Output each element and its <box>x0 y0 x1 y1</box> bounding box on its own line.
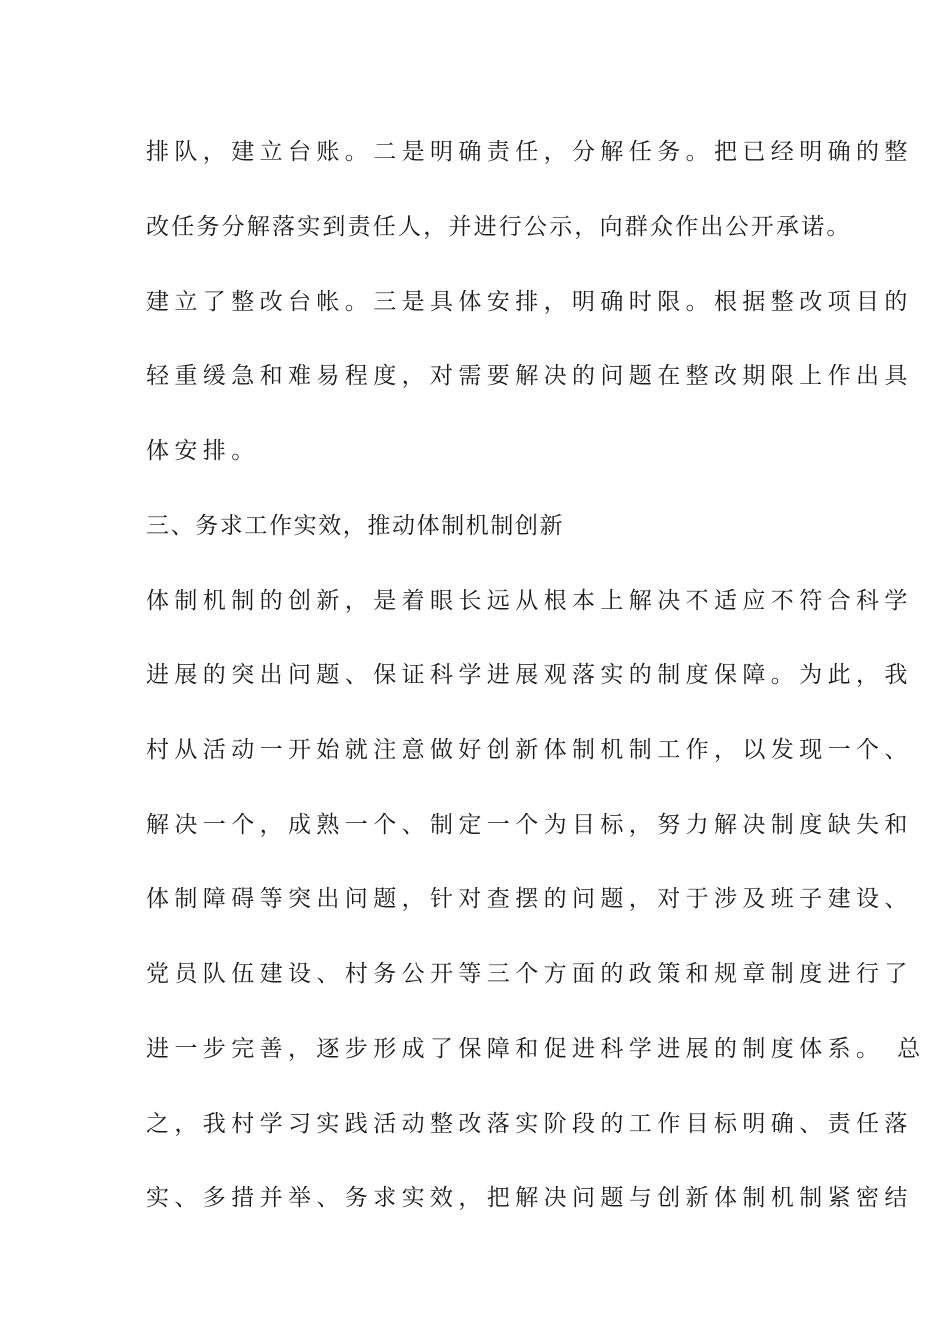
paragraph-line-5: 体安排。 <box>146 438 260 464</box>
paragraph-line-3: 建立了整改台帐。三是具体安排，明确时限。根据整改项目的 <box>146 289 913 315</box>
paragraph-line-7: 进展的突出问题、保证科学进展观落实的制度保障。为此，我 <box>146 662 913 688</box>
paragraph-line-9: 解决一个，成熟一个、制定一个为目标，努力解决制度缺失和 <box>146 812 913 838</box>
paragraph-line-4: 轻重缓急和难易程度，对需要解决的问题在整改期限上作出具 <box>146 363 913 389</box>
paragraph-line-12: 进一步完善，逐步形成了保障和促进科学进展的制度体系。 总 <box>146 1036 926 1062</box>
section-heading: 三、务求工作实效，推动体制机制创新 <box>146 513 565 539</box>
paragraph-line-8: 村从活动一开始就注意做好创新体制机制工作，以发现一个、 <box>146 737 913 763</box>
paragraph-line-1: 排队，建立台账。二是明确责任，分解任务。把已经明确的整 <box>146 139 913 165</box>
paragraph-line-14: 实、多措并举、务求实效，把解决问题与创新体制机制紧密结 <box>146 1185 913 1211</box>
paragraph-line-13: 之，我村学习实践活动整改落实阶段的工作目标明确、责任落 <box>146 1111 913 1137</box>
paragraph-line-6: 体制机制的创新，是着眼长远从根本上解决不适应不符合科学 <box>146 588 913 614</box>
paragraph-line-10: 体制障碍等突出问题，针对查摆的问题，对于涉及班子建设、 <box>146 886 913 912</box>
paragraph-line-11: 党员队伍建设、村务公开等三个方面的政策和规章制度进行了 <box>146 961 913 987</box>
paragraph-line-2: 改任务分解落实到责任人，并进行公示，向群众作出公开承诺。 <box>146 214 852 240</box>
